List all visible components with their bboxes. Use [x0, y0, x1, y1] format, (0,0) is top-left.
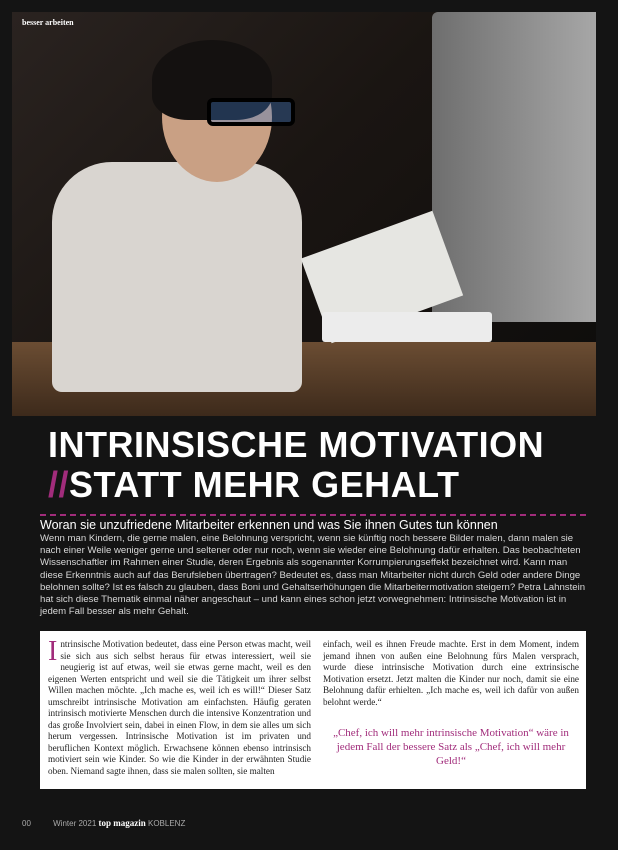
- footer: [22, 818, 185, 828]
- city-label: KOBLENZ: [148, 819, 186, 828]
- woman-shirt-shape: [52, 162, 302, 392]
- glasses-shape: [207, 98, 295, 126]
- lead-paragraph: Wenn man Kindern, die gerne malen, eine Belohnung verspricht, wenn sie künftig noch bessere Bilder malen, dann malen sie nach einer Weile weniger gerne und seltener oder nur noch, wenn sie wieder eine Belohnung dafür erhalten. Das beobachteten Wissenschaftler im Rahmen einer Studie, deren Ergebnis als sogenannter Korrumpierungseffekt bezeichnet wird. Kann man diese Erkenntnis auch auf das Berufsleben übertragen? Bedeutet es, dass man Mitarbeiter nicht durch Geld oder andere Dinge belohnen sollte? Ist es falsch zu glauben, dass Boni und Gehaltserhöhungen die Mitarbeitermotivation steigern? Petra Lahnstein hat sich diese Thematik einmal näher angeschaut – und kann eines schon jetzt vorwegnehmen: Intrinsische Motivation ist in jedem Fall besser als mehr Gehalt.: [40, 533, 586, 618]
- keyboard-shape: [322, 312, 492, 342]
- article-column-2: einfach, weil es ihnen Freude machte. Erst in dem Moment, indem jemand ihnen von außen eine Belohnung fürs Malen versprach, wurde diese intrinsische Motivation durch eine extrinsische Motivation ersetzt. Jetzt malten die Kinder nur noch, damit sie eine Belohnung dafür erhielten. „Ich mache es, weil ich dafür von außen belohnt werde.“: [323, 639, 579, 707]
- section-label: besser arbeiten: [22, 18, 74, 27]
- dropcap: I: [48, 636, 58, 667]
- article-column-1-text: ntrinsische Motivation bedeutet, dass eine Person etwas macht, weil sie sich aus sich selbst heraus für etwas interessiert, weil sie neugierig ist auf etwas, weil sie etwas gerne macht, weil es den eigenen Werten entspricht und weil sie die Tätigkeit um ihrer selbst Willen machen möchte. „Ich mache es, weil ich es will!“ Dieser Satz umschreibt intrinsische Motivation am einfachsten. Häufig geraten intrinsisch motivierte Menschen durch die intensive Konzentration und das große Involviert sein, dabei in einen Flow, in dem sie alles um sich herum vergessen. Intrinsische Motivation ist im privaten und beruflichen Kontext möglich. Erwachsene können ebenso intrinsisch motiviert sein wie Kinder. So wie die Kinder in der erwähnten Studie oben. Niemand sagte ihnen, dass sie malen sollten, sie malten: [48, 639, 311, 776]
- page-number: 00: [22, 819, 31, 828]
- headline-line2-wrap: [48, 465, 588, 505]
- article-box: [40, 631, 586, 789]
- subline: Woran sie unzufriedene Mitarbeiter erkennen und was Sie ihnen Gutes tun können: [40, 518, 498, 532]
- monitor-shape: [432, 12, 596, 322]
- article-column-1: [48, 636, 311, 777]
- pull-quote: „Chef, ich will mehr intrinsische Motivation“ wäre in jedem Fall der bessere Satz als „Chef, ich will mehr Geld!“: [333, 727, 569, 767]
- headline-slashes: //: [48, 464, 70, 505]
- hero-photo: [12, 12, 596, 416]
- dashed-divider: [40, 514, 586, 516]
- headline-line1: INTRINSISCHE MOTIVATION: [48, 424, 545, 465]
- headline: [48, 425, 588, 505]
- issue-label: Winter 2021: [53, 819, 97, 828]
- magazine-name: top magazin: [98, 818, 146, 828]
- headline-line2: STATT MEHR GEHALT: [69, 464, 460, 505]
